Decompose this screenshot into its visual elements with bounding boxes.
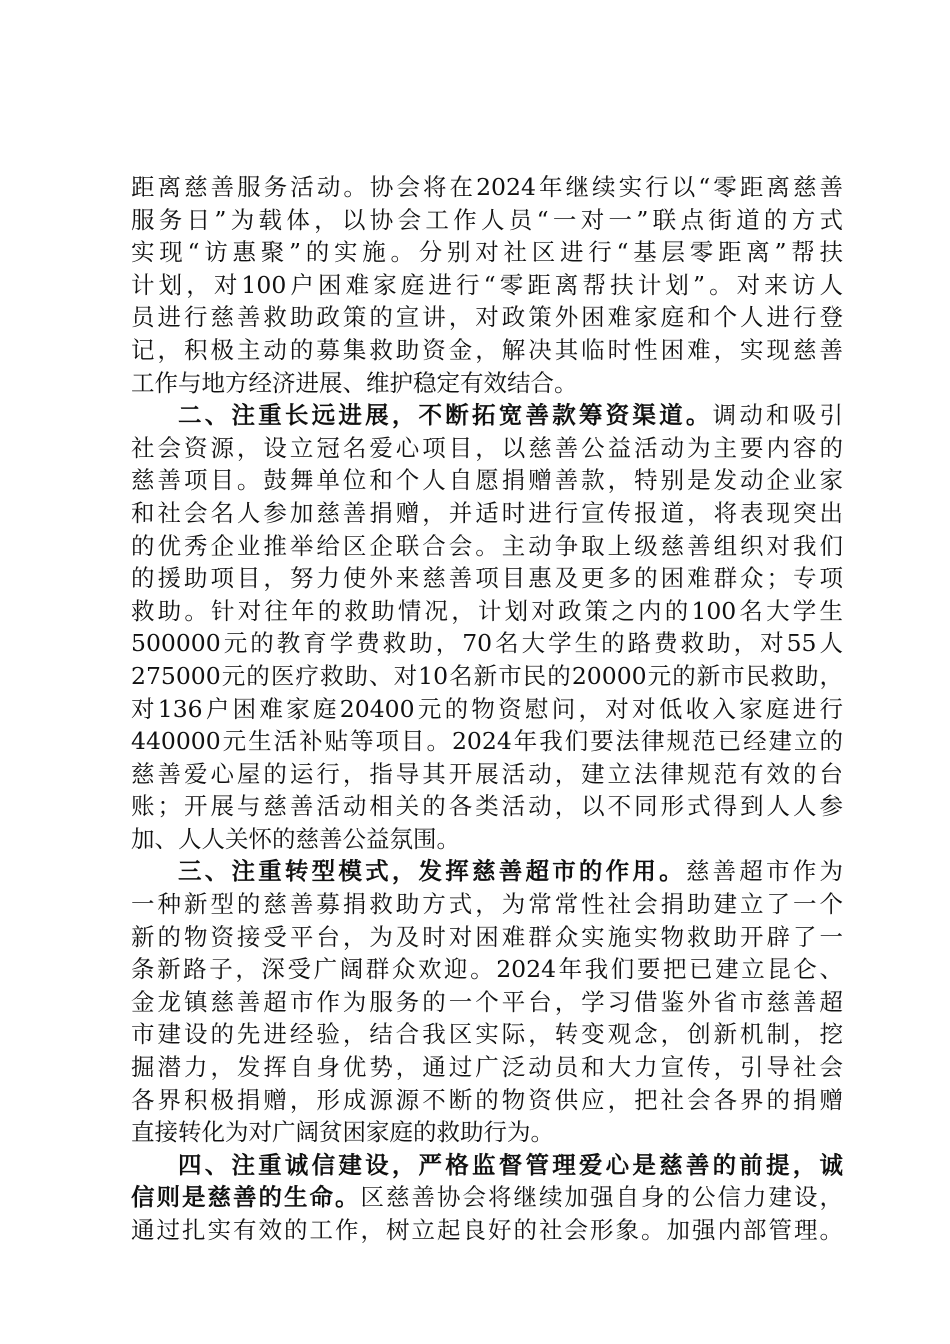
text-line: 各界积极捐赠，形成源源不断的物资供应，把社会各界的捐赠 (131, 1085, 843, 1114)
text-line: 计划，对100户困难家庭进行“零距离帮扶计划”。对来访人 (131, 270, 843, 299)
paragraph-first-line (131, 855, 843, 888)
section-heading: 二、注重长远进展，不断拓宽善款筹资渠道。 (178, 401, 713, 430)
text-line: 救助。针对往年的救助情况，计划对政策之内的100名大学生 (131, 596, 843, 625)
text-line: 直接转化为对广阔贫困家庭的救助行为。 (131, 1118, 554, 1147)
text-line: 慈善爱心屋的运行，指导其开展活动，建立法律规范有效的台 (131, 759, 843, 788)
text-run: 区慈善协会将继续加强自身的公信力建设， (360, 1183, 843, 1212)
text-line: 对136户困难家庭20400元的物资慰问，对对低收入家庭进行 (131, 694, 843, 723)
text-line: 新的物资接受平台，为及时对困难群众实施实物救助开辟了一 (131, 922, 843, 951)
text-line: 社会资源，设立冠名爱心项目，以慈善公益活动为主要内容的 (131, 433, 843, 462)
text-line: 慈善项目。鼓舞单位和个人自愿捐赠善款，特别是发动企业家 (131, 466, 843, 495)
paragraph-2 (131, 399, 843, 855)
text-line: 一种新型的慈善募捐救助方式，为常常性社会捐助建立了一个 (131, 890, 843, 919)
text-line: 500000元的教育学费救助，70名大学生的路费救助，对55人 (131, 629, 843, 658)
text-run: 慈善超市作为 (685, 857, 844, 886)
text-line: 账；开展与慈善活动相关的各类活动，以不同形式得到人人参 (131, 792, 843, 821)
paragraph-3 (131, 855, 843, 1148)
section-heading: 四、注重诚信建设，严格监督管理爱心是慈善的前提，诚 (178, 1150, 843, 1179)
text-line: 通过扎实有效的工作，树立起良好的社会形象。加强内部管理。 (131, 1216, 843, 1244)
paragraph-first-line (131, 399, 843, 432)
section-heading: 三、注重转型模式，发挥慈善超市的作用。 (178, 857, 686, 886)
text-line: 金龙镇慈善超市作为服务的一个平台，学习借鉴外省市慈善超 (131, 987, 843, 1016)
text-line: 440000元生活补贴等项目。2024年我们要法律规范已经建立的 (131, 727, 843, 756)
text-line: 条新路子，深受广阔群众欢迎。2024年我们要把已建立昆仑、 (131, 955, 843, 984)
text-line: 实现“访惠聚”的实施。分别对社区进行“基层零距离”帮扶 (131, 238, 843, 267)
document-body (131, 171, 843, 1247)
text-run: 调动和吸引 (712, 401, 844, 430)
text-line: 服务日”为载体，以协会工作人员“一对一”联点街道的方式 (131, 205, 843, 234)
text-line: 记，积极主动的募集救助资金，解决其临时性困难，实现慈善 (131, 335, 843, 364)
section-heading-continued: 信则是慈善的生命。 (131, 1183, 361, 1212)
text-line: 和社会名人参加慈善捐赠，并适时进行宣传报道，将表现突出 (131, 498, 843, 527)
paragraph-4 (131, 1149, 843, 1247)
text-line: 员进行慈善救助政策的宣讲，对政策外困难家庭和个人进行登 (131, 303, 843, 332)
text-line: 市建设的先进经验，结合我区实际，转变观念，创新机制，挖 (131, 1020, 843, 1049)
text-line: 的优秀企业推举给区企联合会。主动争取上级慈善组织对我们 (131, 531, 843, 560)
paragraph-1 (131, 171, 843, 399)
text-line: 加、人人关怀的慈善公益氛围。 (131, 824, 460, 853)
text-line: 275000元的医疗救助、对10名新市民的20000元的新市民救助， (131, 661, 843, 690)
text-line: 距离慈善服务活动。协会将在2024年继续实行以“零距离慈善 (131, 173, 843, 201)
text-line: 掘潜力，发挥自身优势，通过广泛动员和大力宣传，引导社会 (131, 1053, 843, 1082)
paragraph-second-line (131, 1181, 843, 1214)
text-line: 工作与地方经济进展、维护稳定有效结合。 (131, 368, 578, 397)
text-line: 的援助项目，努力使外来慈善项目惠及更多的困难群众；专项 (131, 564, 843, 593)
